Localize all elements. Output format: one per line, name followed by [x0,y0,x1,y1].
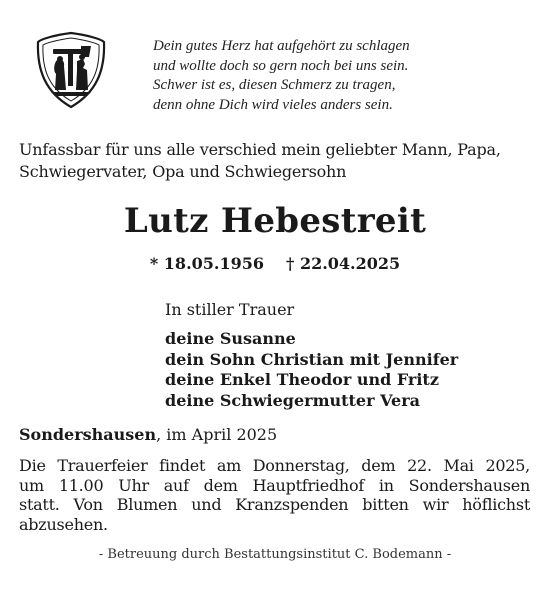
poem-line: denn ohne Dich wird vieles anders sein. [153,96,393,113]
intro-line: Unfassbar für uns alle verschied mein geliebter Mann, Papa, [19,140,501,159]
mourners-block [165,299,545,411]
mourner-name: deine Susanne [165,329,296,348]
life-dates [0,252,550,276]
poem [153,37,533,115]
deceased-name: Lutz Hebestreit [123,201,427,241]
funeral-notice [19,456,530,534]
notice-line: abzusehen. [19,514,108,534]
notice-line: Die Trauerfeier findet am Donnerstag, dem 22. Mai 2025, [19,456,530,475]
poem-line: und wollte doch so gern noch bei uns sein. [153,57,409,74]
mourner-name: deine Schwiegermutter Vera [165,390,421,410]
mourner-name: dein Sohn Christian mit Jennifer [165,349,459,369]
notice-line: um 11.00 Uhr auf dem Hauptfriedhof in Sondershausen [19,475,530,495]
place-date [19,424,539,446]
mourning-lead: In stiller Trauer [165,300,295,319]
miner-crest-icon [35,30,107,110]
mourner-name: deine Enkel Theodor und Fritz [165,370,439,389]
poem-line: Schwer ist es, diesen Schmerz zu tragen, [153,77,396,93]
funeral-home-credit: - Betreuung durch Bestattungsinstitut C. Bodemann - [98,547,452,562]
intro-line: Schwiegervater, Opa und Schwiegersohn [19,162,347,181]
notice-line: statt. Von Blumen und Kranzspenden bitten wir höflichst [19,495,530,514]
intro-text [19,139,539,183]
place-date-text: , im April 2025 [156,425,278,444]
death-date: † 22.04.2025 [286,254,401,273]
place-city: Sondershausen [19,425,157,444]
birth-date: * 18.05.1956 [149,254,264,273]
poem-line: Dein gutes Herz hat aufgehört zu schlagen [153,38,410,54]
